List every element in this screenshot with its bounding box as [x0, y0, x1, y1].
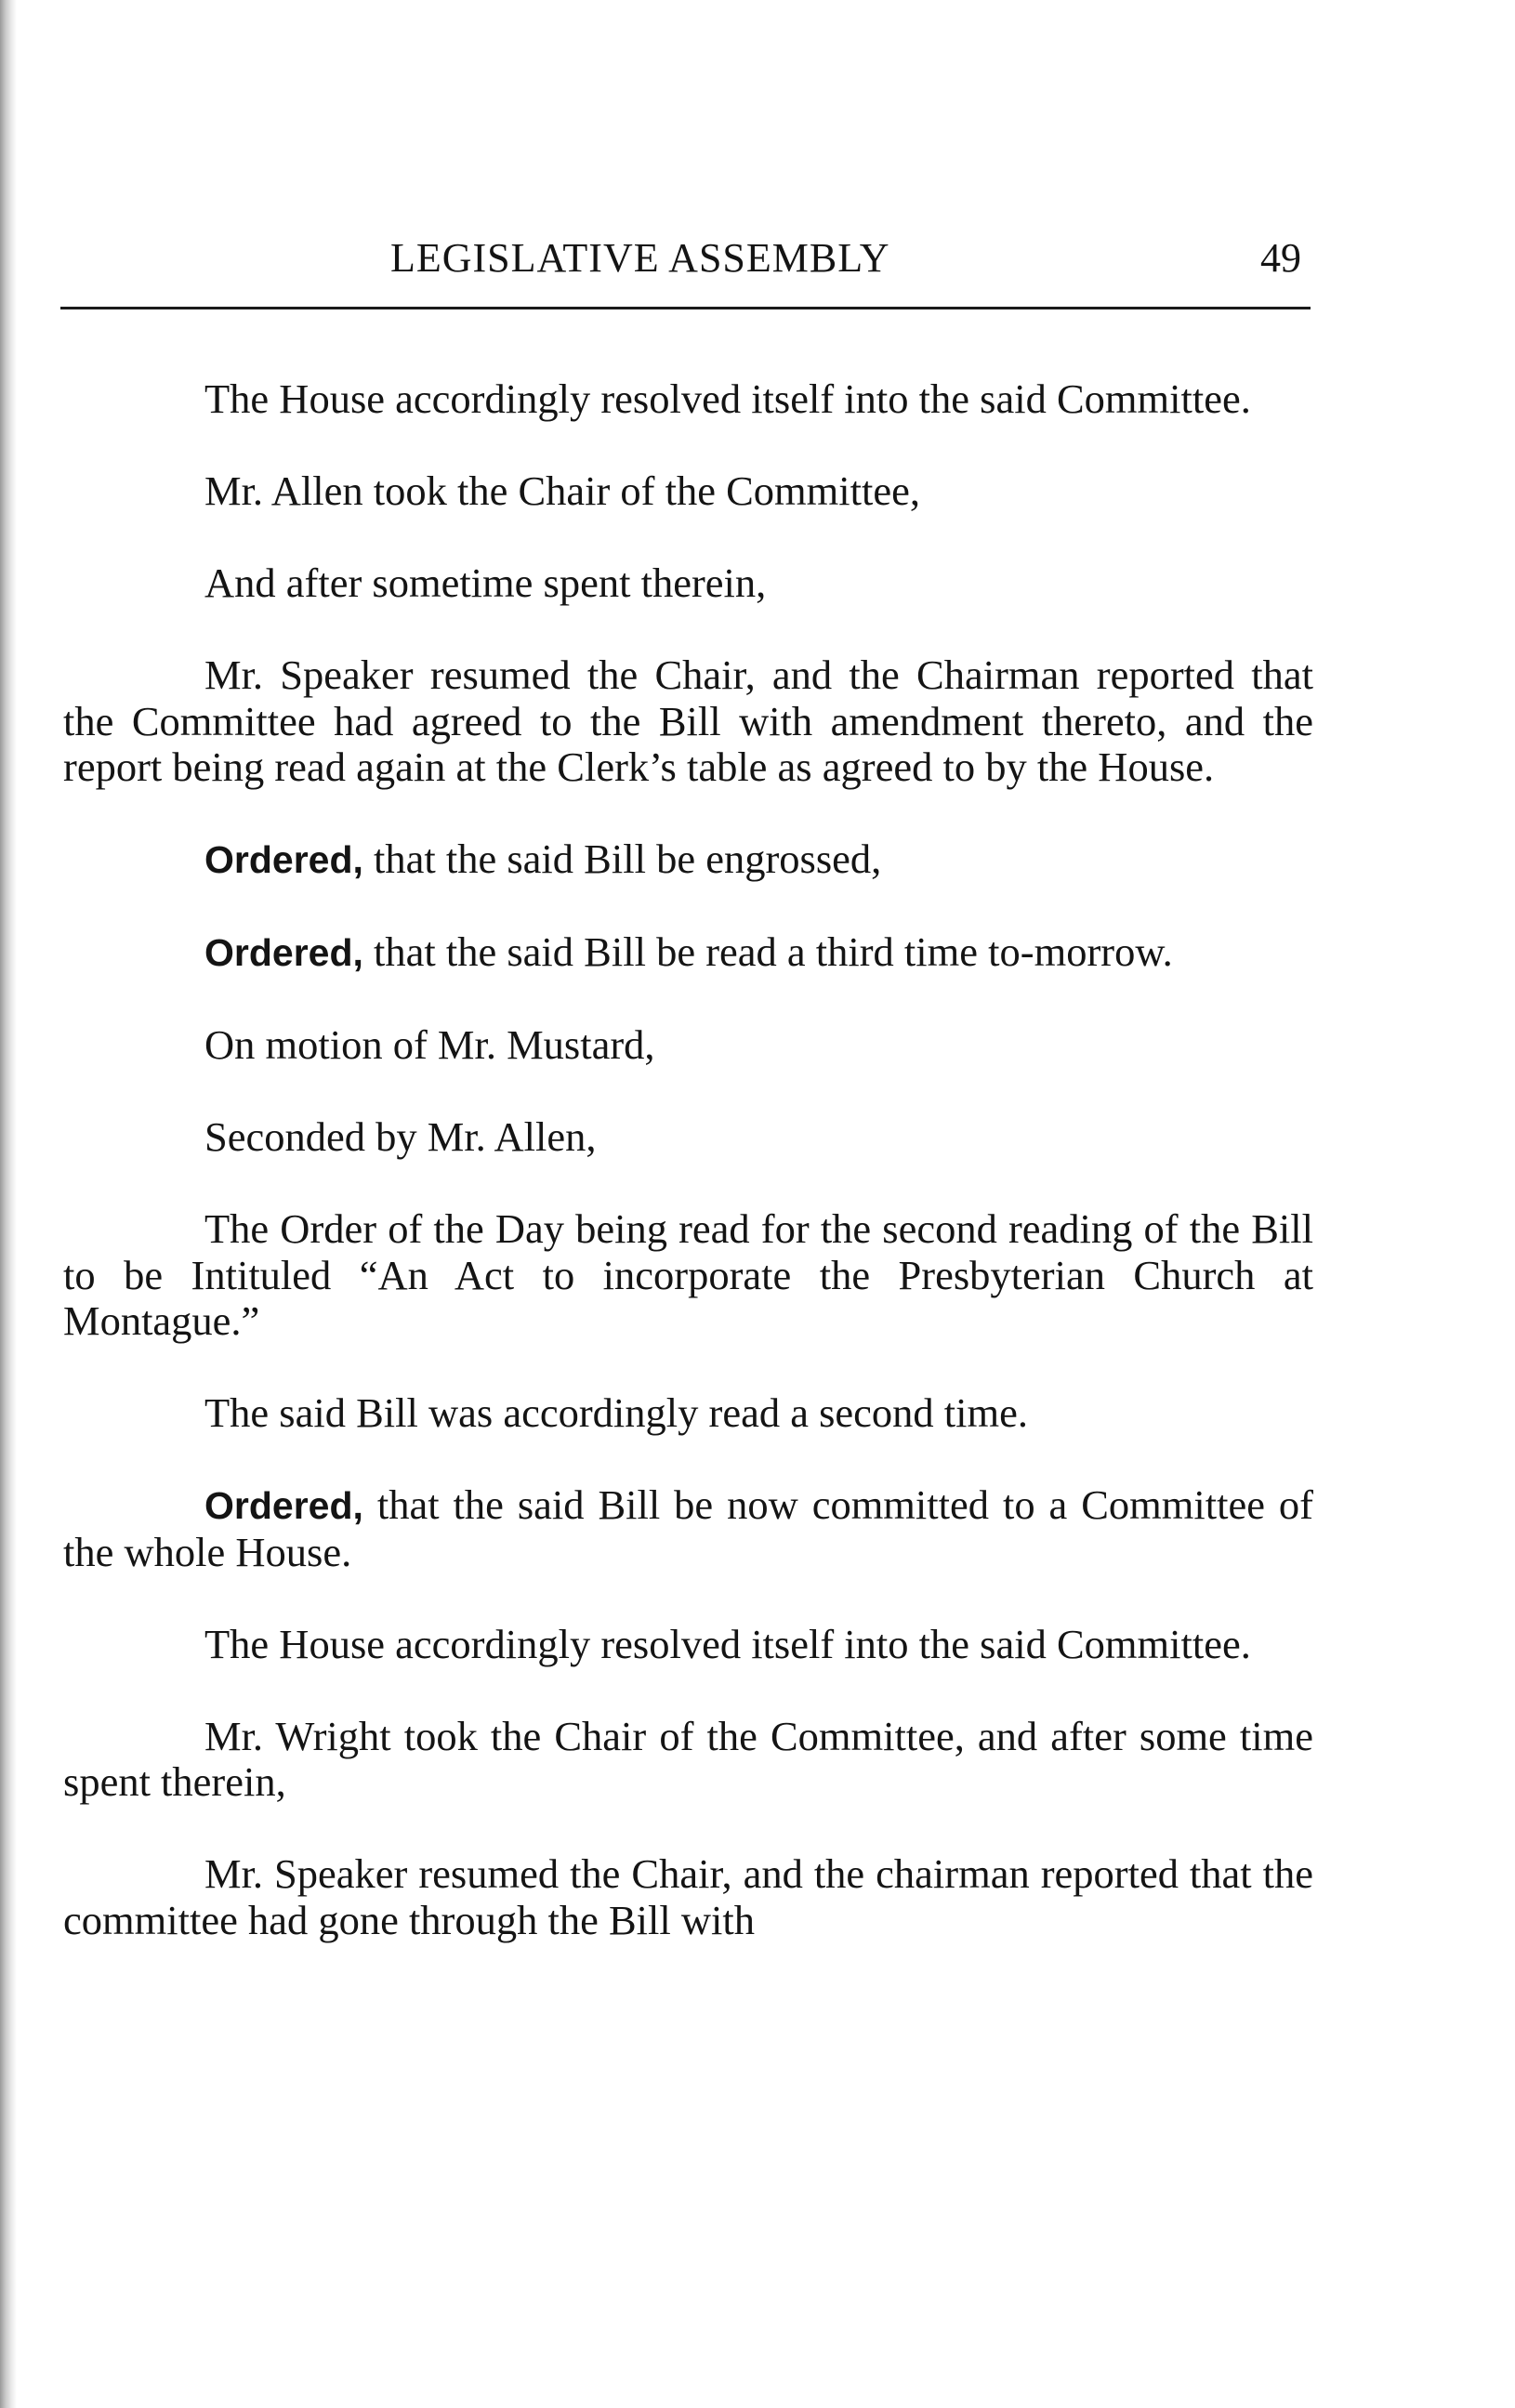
paragraph: [63, 1851, 1313, 1943]
page-header: [60, 223, 1311, 316]
page-edge-shadow: [0, 0, 17, 2408]
paragraph: [63, 1714, 1313, 1806]
paragraph: [63, 1482, 1313, 1575]
paragraph-text: The said Bill was accordingly read a second time.: [204, 1389, 1029, 1436]
paragraph: [63, 1022, 1313, 1069]
paragraph-text: Mr. Speaker resumed the Chair, and the Chairman reported that the Committee had agreed to the Bill with amendment thereto, and the report being read again at the Clerk’s table as agreed to by the House.: [63, 651, 1313, 790]
paragraph: [63, 560, 1313, 607]
header-rule: [60, 307, 1311, 309]
paragraph-text: Mr. Speaker resumed the Chair, and the chairman reported that the committee had gone through the Bill with: [63, 1850, 1313, 1943]
paragraph-text: On motion of Mr. Mustard,: [204, 1021, 655, 1068]
paragraph: [63, 376, 1313, 423]
ordered-lead: Ordered,: [204, 1484, 363, 1527]
paragraph-text: The House accordingly resolved itself into the said Committee.: [204, 375, 1251, 422]
paragraph-text: that the said Bill be now committed to a Committee of the whole House.: [63, 1481, 1313, 1575]
page-number: 49: [1260, 235, 1301, 281]
paragraph-text: Seconded by Mr. Allen,: [204, 1113, 597, 1160]
paragraph: [63, 836, 1313, 884]
paragraph-text: The Order of the Day being read for the second reading of the Bill to be Intituled “An Act to incorporate the Presbyterian Church at Montague.”: [63, 1205, 1313, 1344]
running-title: LEGISLATIVE ASSEMBLY: [390, 235, 890, 281]
paragraph-text: And after sometime spent therein,: [204, 559, 767, 606]
paragraph: [63, 1206, 1313, 1345]
paragraph-text: Mr. Wright took the Chair of the Committee, and after some time spent therein,: [63, 1712, 1313, 1805]
paragraph: [63, 929, 1313, 977]
paragraph-text: The House accordingly resolved itself into the said Committee.: [204, 1620, 1251, 1667]
paragraph-text: that the said Bill be engrossed,: [362, 836, 882, 882]
paragraph-text: Mr. Allen took the Chair of the Committee,: [204, 467, 920, 514]
paragraph: [63, 1114, 1313, 1161]
paragraph: [63, 1390, 1313, 1437]
ordered-lead: Ordered,: [204, 838, 363, 881]
paragraph: [63, 652, 1313, 791]
paragraph: [63, 1622, 1313, 1668]
ordered-lead: Ordered,: [204, 931, 363, 974]
page-body: [63, 376, 1313, 1943]
paragraph-text: that the said Bill be read a third time to-morrow.: [362, 928, 1173, 975]
paragraph: [63, 468, 1313, 515]
